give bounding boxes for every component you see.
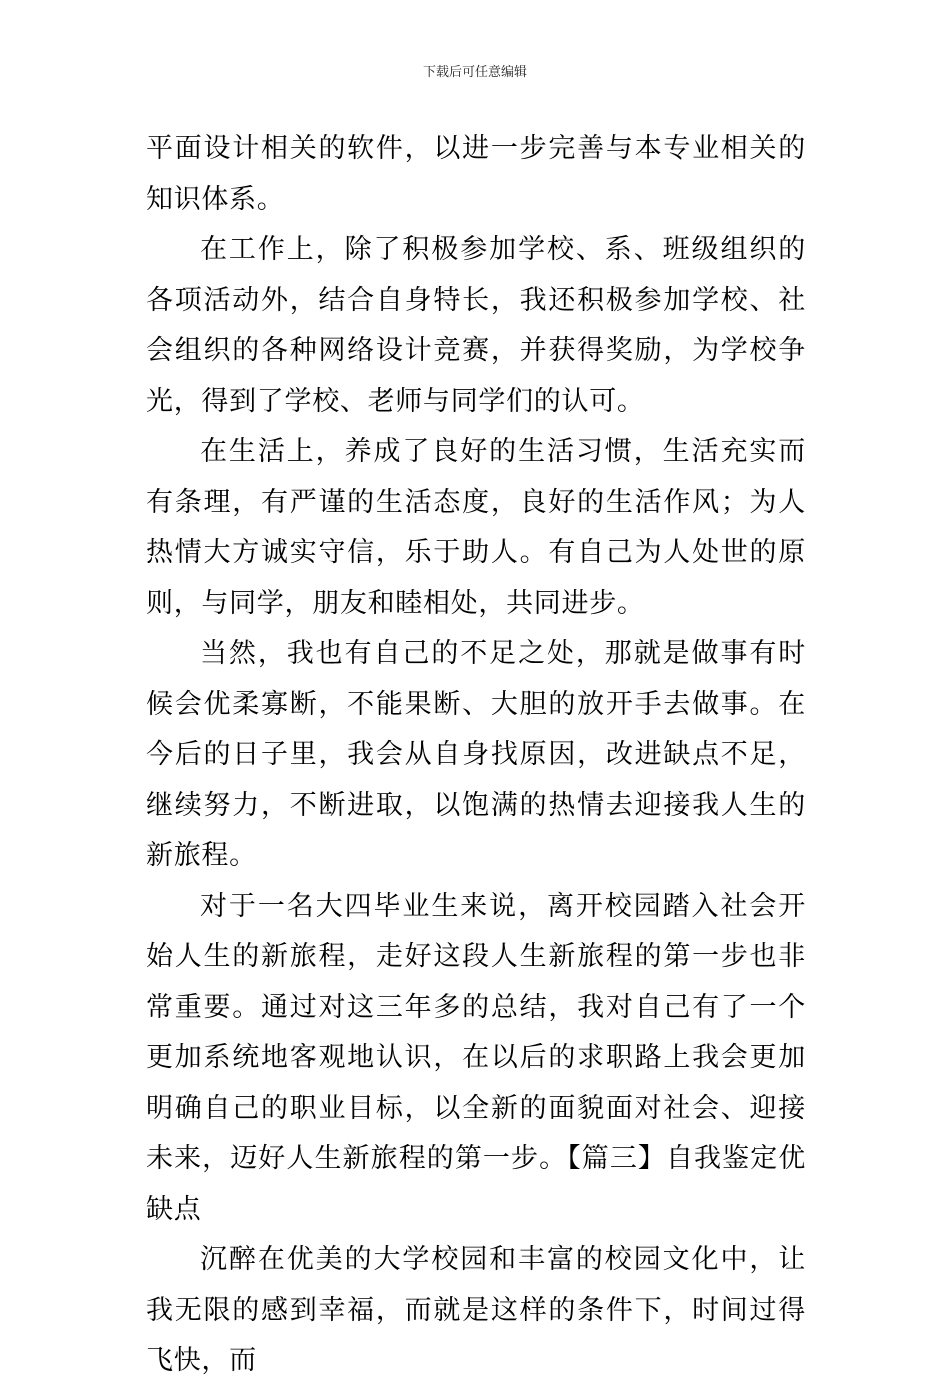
paragraph-life: 在生活上，养成了良好的生活习惯，生活充实而有条理，有严谨的生活态度，良好的生活作风；为人热情大方诚实守信，乐于助人。有自己为人处世的原则，与同学，朋友和睦相处，共同进步。 — [146, 436, 806, 619]
paragraph-work: 在工作上，除了积极参加学校、系、班级组织的各项活动外，结合自身特长，我还积极参加学校、社会组织的各种网络设计竞赛，并获得奖励，为学校争光，得到了学校、老师与同学们的认可。 — [146, 234, 806, 417]
document-body — [146, 124, 806, 1387]
page-header: 下载后可任意编辑 — [422, 65, 527, 80]
paragraph-shortcomings: 当然，我也有自己的不足之处，那就是做事有时候会优柔寡断，不能果断、大胆的放开手去做事。在今后的日子里，我会从自身找原因，改进缺点不足，继续努力，不断进取，以饱满的热情去迎接我人生的新旅程。 — [146, 638, 806, 871]
paragraph-campus: 沉醉在优美的大学校园和丰富的校园文化中，让我无限的感到幸福，而就是这样的条件下，时间过得飞快，而 — [146, 1244, 806, 1376]
paragraph-continuation: 平面设计相关的软件，以进一步完善与本专业相关的知识体系。 — [146, 133, 806, 215]
paragraph-graduation: 对于一名大四毕业生来说，离开校园踏入社会开始人生的新旅程，走好这段人生新旅程的第一步也非常重要。通过对这三年多的总结，我对自己有了一个更加系统地客观地认识，在以后的求职路上我会更加明确自己的职业目标，以全新的面貌面对社会、迎接未来，迈好人生新旅程的第一步。【篇三】自我鉴定优缺点 — [146, 890, 806, 1225]
